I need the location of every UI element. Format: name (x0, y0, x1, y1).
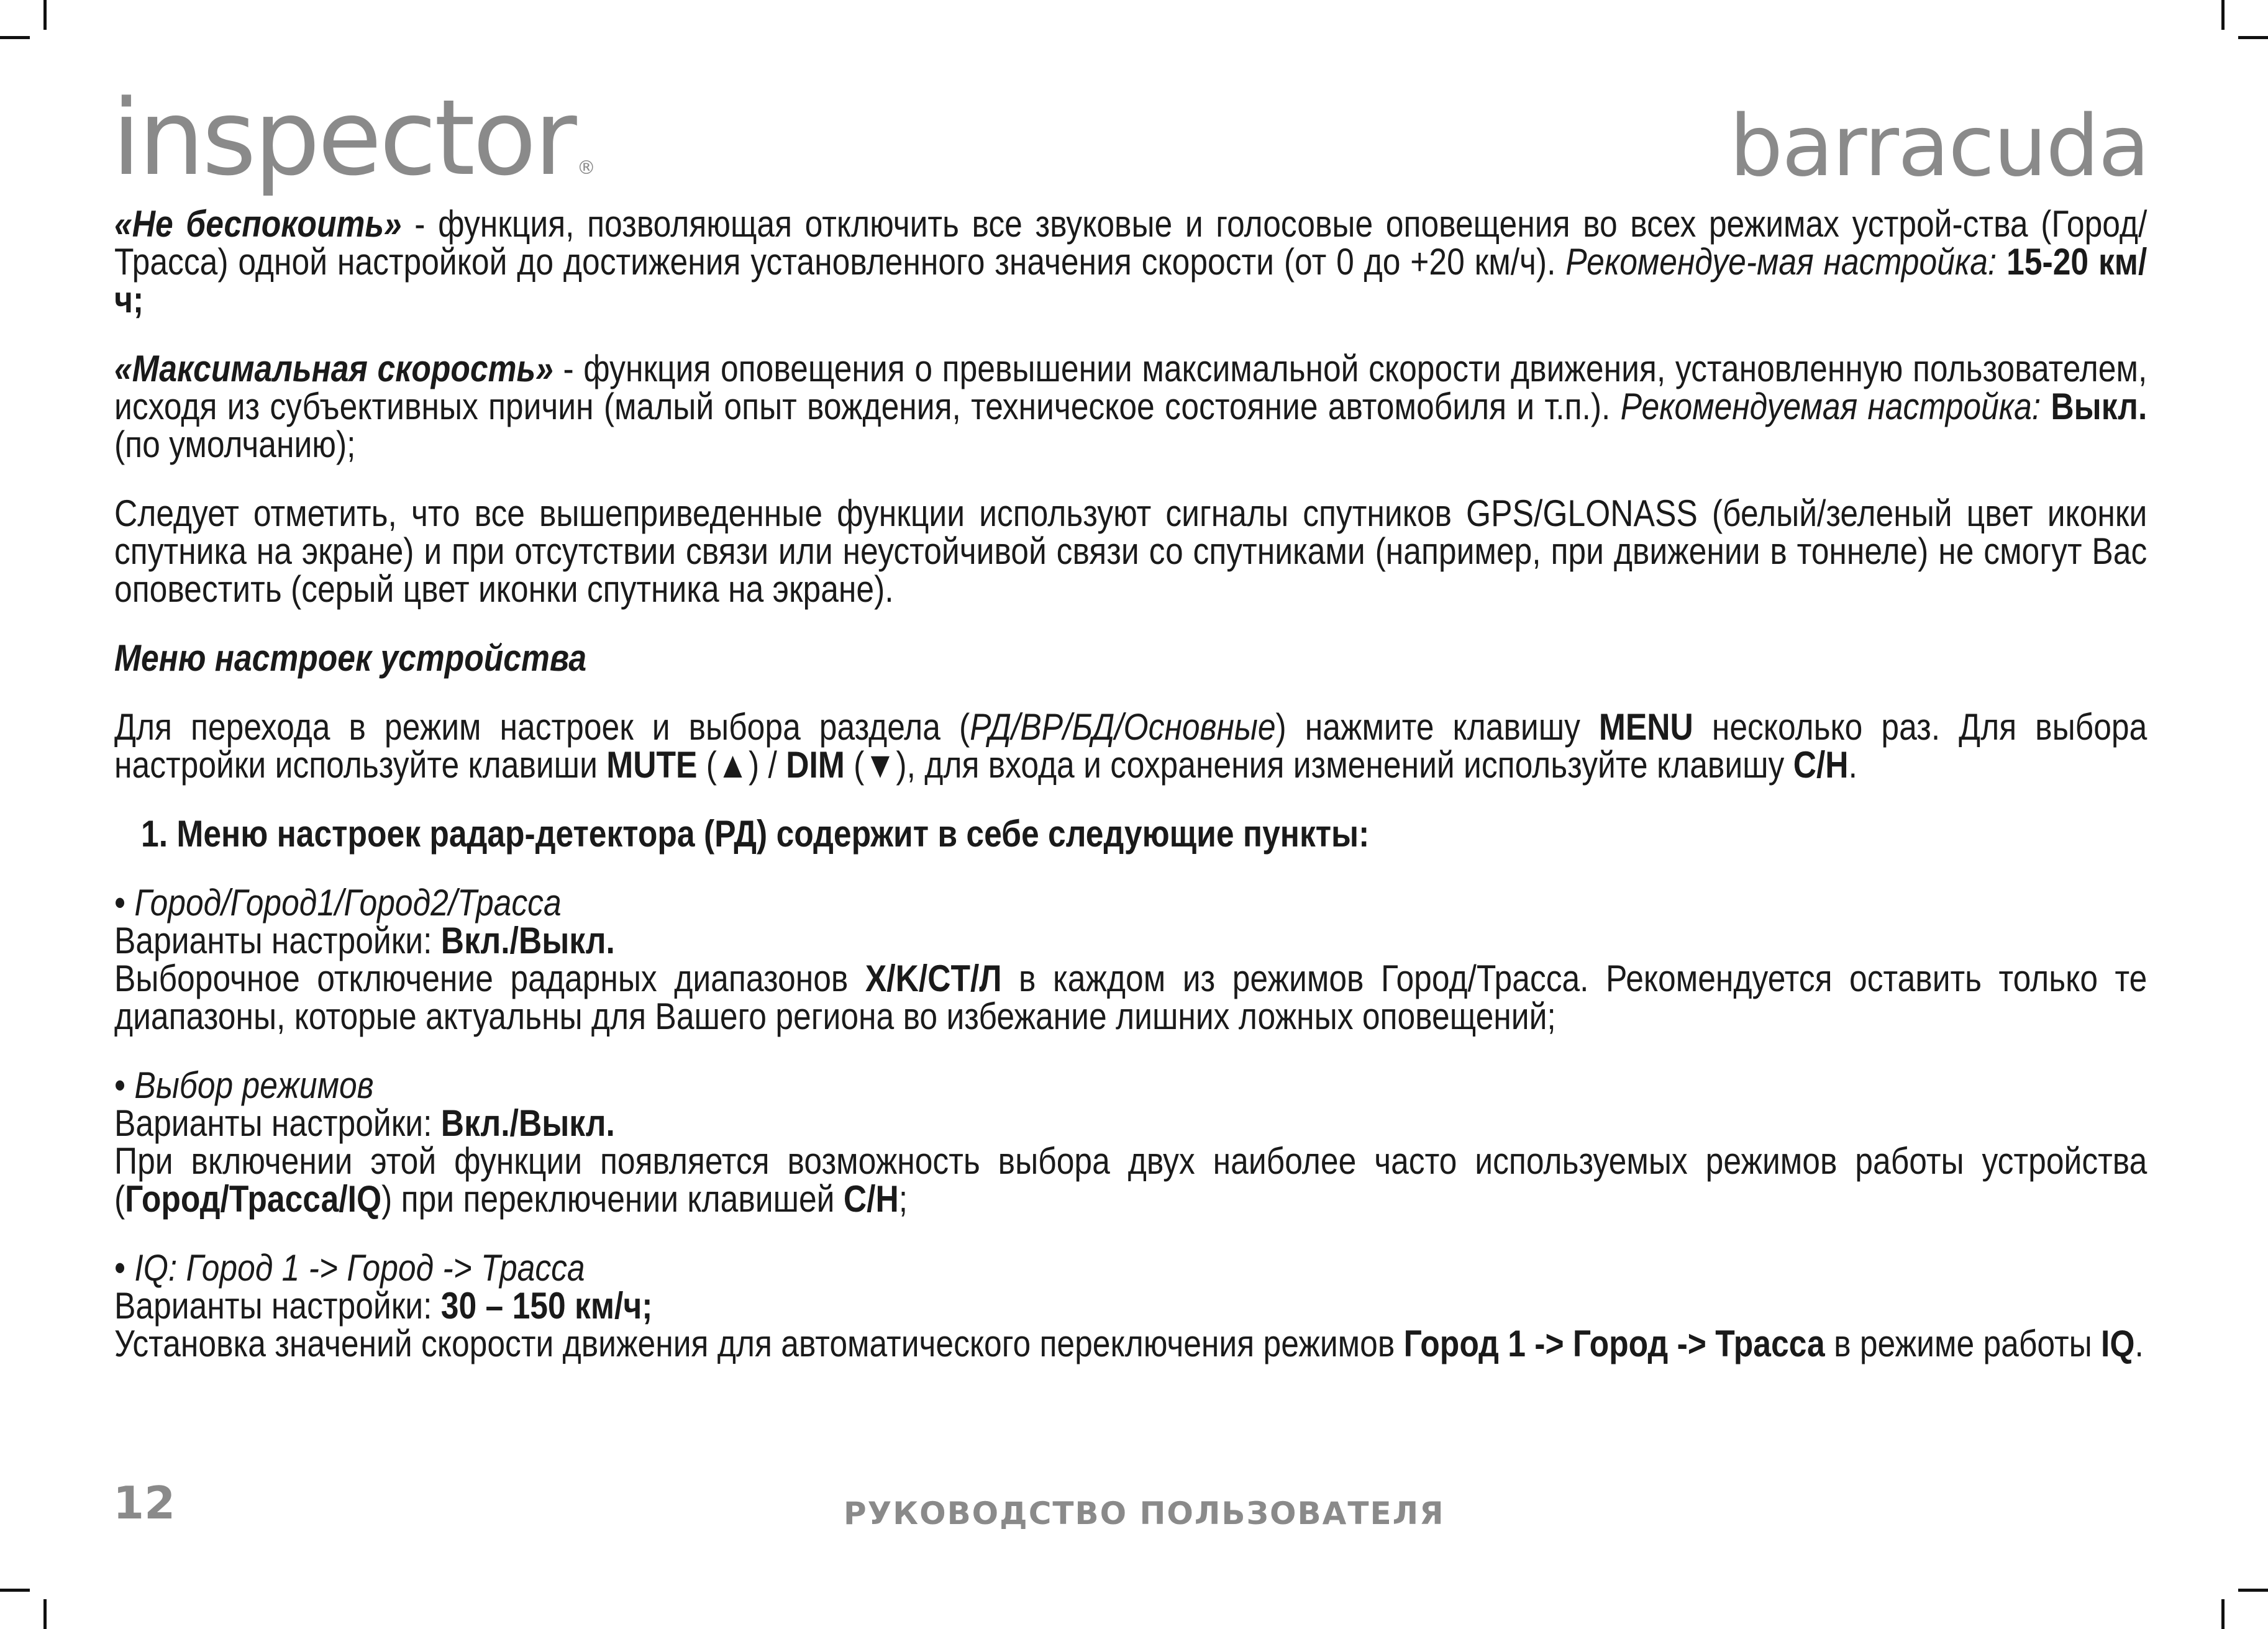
inspector-logo (112, 77, 593, 199)
barracuda-logo: barracuda (1729, 98, 2149, 196)
do-not-disturb-paragraph: «Не беспокоить» - функция, позволяющая отключить все звуковые и голосовые оповещения во всех режимах устрой-ства (Город/Трасса) одной настройкой до достижения установленного значения скорости (от 0 до +20 км/ч). Рекомендуе-мая настройка: 15-20 км/ч; (114, 203, 2147, 320)
menu-instructions-paragraph: Для перехода в режим настроек и выбора раздела (РД/ВР/БД/Основные) нажмите клавишу MENU несколько раз. Для выбора настройки используйте клавиши MUTE (▲) / DIM (▼), для входа и сохранения изменений используйте клавишу С/Н. (114, 706, 2147, 786)
list-item (114, 1066, 2147, 1218)
crop-mark (2221, 1599, 2225, 1629)
crop-mark (0, 1589, 30, 1592)
item-title: • IQ: Город 1 -> Город -> Трасса (114, 1247, 585, 1289)
gps-note-paragraph: Следует отметить, что все вышеприведенные функции используют сигналы спутников GPS/GLONASS (белый/зеленый цвет иконки спутника на экране) и при отсутствии связи или неустойчивой связи со спутниками (например, при движении в тоннеле) не смогут Вас оповестить (серый цвет иконки спутника на экране). (114, 492, 2147, 610)
inspector-logo-text: inspector (112, 77, 575, 199)
item-options: Варианты настройки: Вкл./Выкл. (114, 920, 615, 961)
item-description: При включении этой функции появляется возможность выбора двух наиболее часто используемых режимов работы устройства (Город/Трасса/IQ) при переключении клавишей С/Н; (114, 1140, 2147, 1220)
footer-title: РУКОВОДСТВО ПОЛЬЗОВАТЕЛЯ (844, 1495, 1445, 1531)
section-title: 1. Меню настроек радар-детектора (РД) содержит в себе следующие пункты: (141, 813, 1370, 855)
list-item (114, 1249, 2147, 1363)
term: «Не беспокоить» (114, 203, 402, 245)
registered-mark: ® (576, 157, 593, 179)
list-item (114, 884, 2147, 1035)
crop-mark (43, 1599, 47, 1629)
crop-mark (43, 0, 47, 30)
max-speed-paragraph: «Максимальная скорость» - функция оповещения о превышении максимальной скорости движения, установленную пользователем, исходя из субъективных причин (малый опыт вождения, техническое состояние автомобиля и т.п.). Рекомендуемая настройка: Выкл. (по умолчанию); (114, 348, 2147, 465)
crop-mark (0, 36, 30, 39)
crop-mark (2238, 36, 2268, 39)
crop-mark (2238, 1589, 2268, 1592)
page-content (114, 205, 2147, 1394)
item-options: Варианты настройки: Вкл./Выкл. (114, 1102, 615, 1144)
item-description: Выборочное отключение радарных диапазонов X/K/CT/Л в каждом из режимов Город/Трасса. Рекомендуется оставить только те диапазоны, которые актуальны для Вашего региона во избежание лишних ложных оповещений; (114, 958, 2147, 1037)
item-options: Варианты настройки: 30 – 150 км/ч; (114, 1285, 653, 1327)
settings-heading: Меню настроек устройства (114, 637, 587, 679)
term: «Максимальная скорость» (114, 348, 553, 389)
page-number: 12 (113, 1477, 176, 1529)
crop-mark (2221, 0, 2225, 30)
item-title: • Город/Город1/Город2/Трасса (114, 882, 562, 923)
item-description: Установка значений скорости движения для автоматического переключения режимов Город 1 -> Город -> Трасса в режиме работы IQ. (114, 1323, 2144, 1364)
item-title: • Выбор режимов (114, 1064, 374, 1106)
